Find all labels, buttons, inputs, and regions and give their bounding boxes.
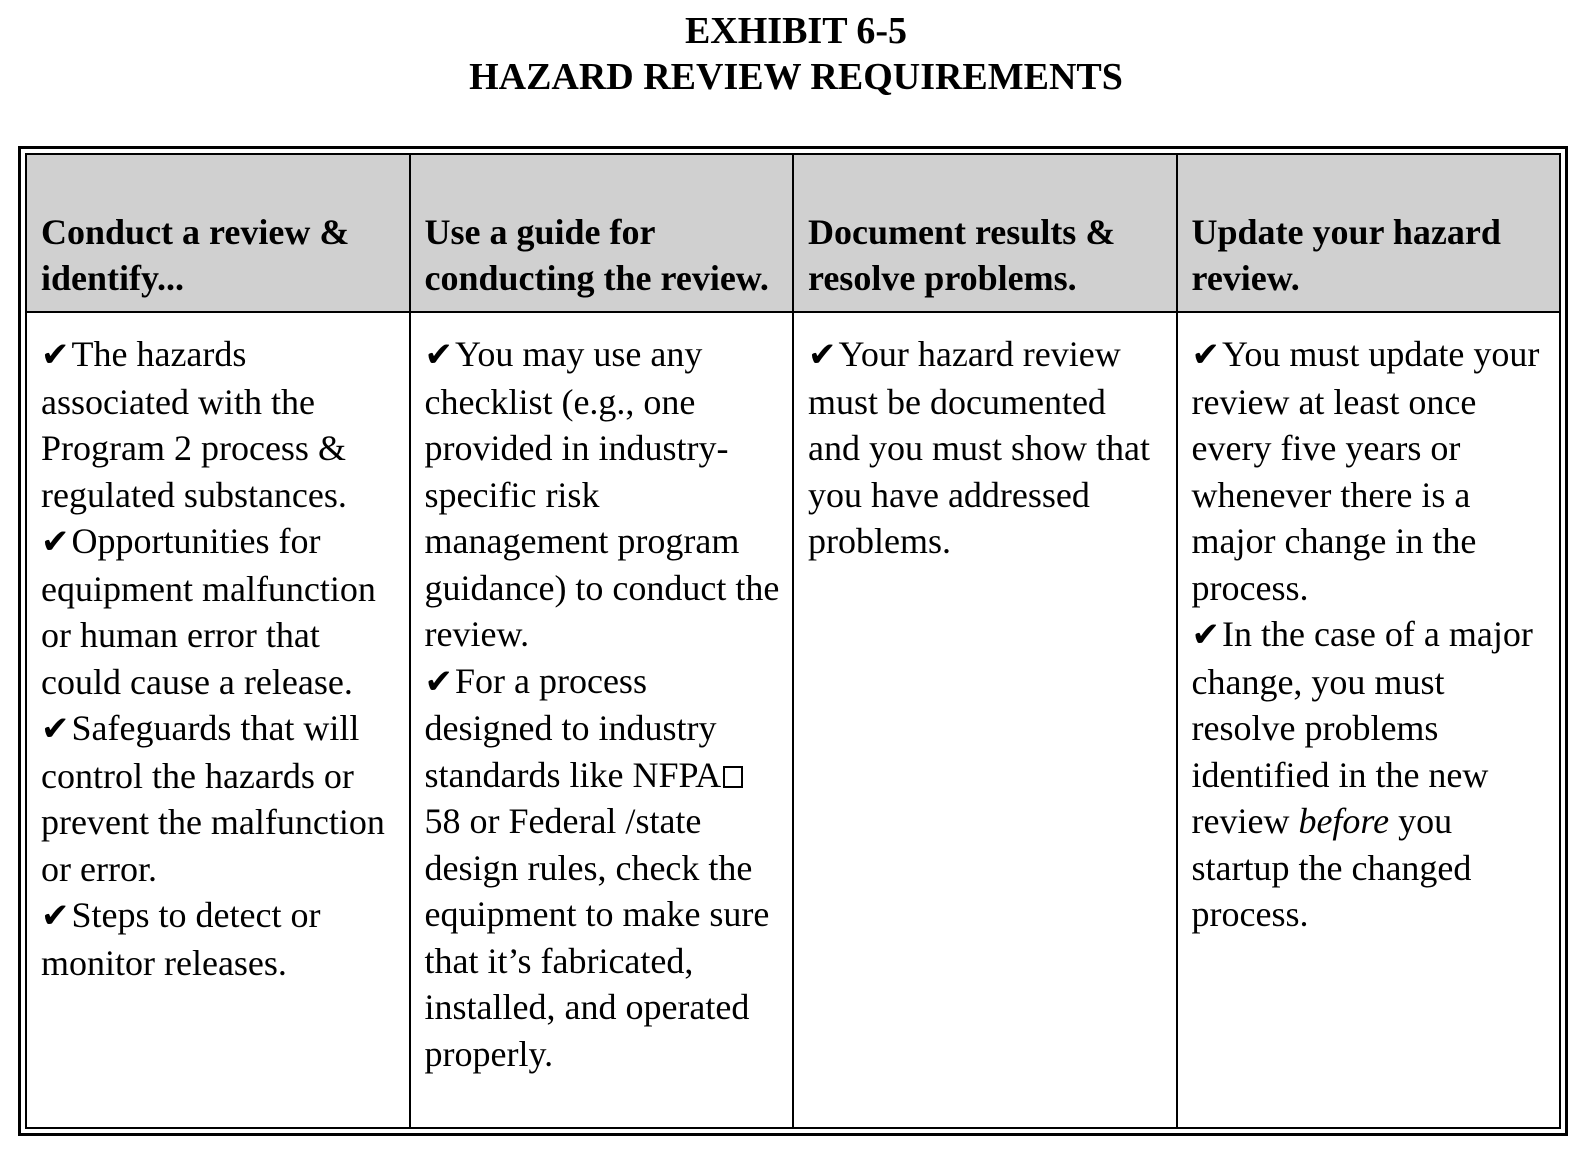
check-mark-icon: ✔ (1191, 335, 1220, 375)
column-header-conduct-review: Conduct a review & identify... (26, 154, 410, 312)
check-mark-icon: ✔ (424, 335, 453, 375)
item-text: Opportunities for equipment malfunction or human error that could cause a release. (41, 521, 376, 702)
requirements-table (25, 153, 1561, 1129)
list-item (1192, 611, 1550, 938)
list-item (425, 658, 783, 1078)
list-item (808, 331, 1166, 565)
item-text: You may use any checklist (e.g., one provided in industry-specific risk management program guidance) to conduct the review. (424, 334, 780, 654)
unrendered-character-box-icon (723, 766, 743, 788)
requirements-table-frame (18, 146, 1568, 1136)
column-cell-use-guide (410, 312, 794, 1128)
item-text: The hazards associated with the Program 2 process & regulated substances. (41, 334, 347, 515)
check-mark-icon: ✔ (41, 709, 70, 749)
list-item (1192, 331, 1550, 611)
item-text: Safeguards that will control the hazards or prevent the malfunction or error. (41, 708, 385, 889)
item-text-end: 58 or Federal /state design rules, check the equipment to make sure that it’s fabricated, installed, and operated properly. (424, 801, 770, 1074)
exhibit-heading: HAZARD REVIEW REQUIREMENTS (469, 56, 1123, 98)
exhibit-title (0, 8, 1592, 100)
check-mark-icon: ✔ (41, 522, 70, 562)
column-cell-document-results (793, 312, 1177, 1128)
list-item (41, 892, 399, 986)
check-mark-icon: ✔ (808, 335, 837, 375)
column-cell-update-review (1177, 312, 1561, 1128)
check-mark-icon: ✔ (41, 335, 70, 375)
exhibit-number: EXHIBIT 6-5 (684, 10, 908, 52)
check-mark-icon: ✔ (424, 661, 453, 702)
item-text-emphasis: before (1298, 801, 1390, 841)
item-text-start: For a process designed to industry standards like NFPA (424, 660, 722, 795)
list-item (425, 331, 783, 658)
column-header-document-results: Document results & resolve problems. (793, 154, 1177, 312)
list-item (41, 518, 399, 705)
item-text-end: you startup the changed process. (1191, 801, 1472, 934)
table-body-row (26, 312, 1560, 1128)
table-header-row (26, 154, 1560, 312)
item-text-start: In the case of a major change, you must resolve problems identified in the new review (1191, 614, 1533, 841)
check-mark-icon: ✔ (41, 896, 70, 936)
check-mark-icon: ✔ (1191, 615, 1220, 655)
item-text: Steps to detect or monitor releases. (41, 895, 321, 983)
column-header-use-guide: Use a guide for conducting the review. (410, 154, 794, 312)
column-cell-conduct-review (26, 312, 410, 1128)
item-text: Your hazard review must be documented and you must show that you have addressed problems. (808, 334, 1150, 561)
list-item (41, 331, 399, 518)
column-header-update-review: Update your hazard review. (1177, 154, 1561, 312)
item-text: You must update your review at least once every five years or whenever there is a major change in the process. (1191, 334, 1540, 608)
list-item (41, 705, 399, 892)
